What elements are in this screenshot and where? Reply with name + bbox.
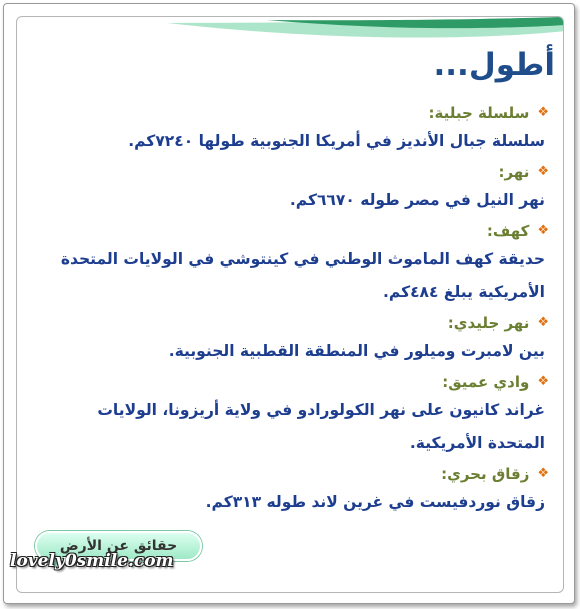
fact-section-glacier — [29, 311, 549, 368]
section-heading: نهر جليدي: — [447, 314, 530, 332]
section-heading: زقاق بحري: — [441, 465, 530, 483]
earth-facts-badge[interactable]: حقائق عن الأرض — [35, 531, 202, 561]
section-text: حديقة كهف الماموث الوطني في كينتوشي في الولايات المتحدة — [60, 250, 545, 268]
section-text: نهر النيل في مصر طوله ٦٦٧٠كم. — [289, 191, 545, 209]
section-text: الأمريكية يبلغ ٤٨٤كم. — [383, 283, 545, 301]
section-text: غراند كانيون على نهر الكولورادو في ولاية أريزونا، الولايات — [97, 401, 545, 419]
fact-section-river — [29, 160, 549, 217]
facts-list — [29, 101, 549, 521]
diamond-bullet-icon: ❖ — [537, 164, 549, 179]
diamond-bullet-icon: ❖ — [537, 374, 549, 389]
fact-card — [16, 16, 564, 593]
fact-section-cave — [29, 219, 549, 309]
section-text: زقاق نوردفيست في غرين لاند طوله ٣١٣كم. — [205, 493, 545, 511]
diamond-bullet-icon: ❖ — [537, 315, 549, 330]
diamond-bullet-icon: ❖ — [537, 105, 549, 120]
section-heading: وادي عميق: — [442, 373, 530, 391]
outer-frame — [3, 3, 575, 604]
diamond-bullet-icon: ❖ — [537, 466, 549, 481]
fact-section-canyon — [29, 370, 549, 460]
fact-section-mountain-range — [29, 101, 549, 158]
section-text: المتحدة الأمريكية. — [409, 434, 545, 452]
section-heading: نهر: — [498, 163, 530, 181]
section-heading: سلسلة جبلية: — [428, 104, 530, 122]
section-text: سلسلة جبال الأنديز في أمريكا الجنوبية طولها ٧٢٤٠كم. — [128, 132, 545, 150]
site-watermark: lovely0smile.com — [10, 551, 174, 571]
section-text: بين لامبرت وميلور في المنطقة القطبية الجنوبية. — [168, 342, 545, 360]
section-heading: كهف: — [486, 222, 530, 240]
diamond-bullet-icon: ❖ — [537, 223, 549, 238]
fact-section-strait — [29, 462, 549, 519]
page-title: أطول... — [433, 47, 555, 83]
